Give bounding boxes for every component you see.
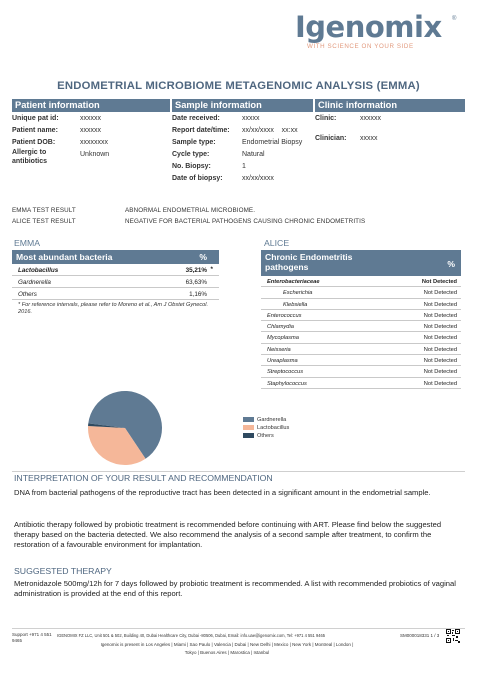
pathogen-name: Enterobacteriaceae — [267, 279, 320, 285]
page-number: 1 / 3 — [430, 633, 440, 638]
table-row — [261, 332, 461, 343]
field-label: Allergic to antibiotics — [12, 149, 48, 165]
field-value: xxxxxx — [80, 115, 101, 122]
pathogen-result: Not Detected — [423, 324, 457, 331]
pathogen-name: Mycoplasma — [267, 335, 299, 342]
legend-swatch — [243, 433, 254, 438]
field-value: xxxxxx — [360, 115, 381, 122]
report-title: ENDOMETRIAL MICROBIOME METAGENOMIC ANALYSIS (EMMA) — [57, 80, 420, 92]
bacteria-pct: 63,63% — [185, 279, 207, 286]
emma-table-header — [12, 250, 219, 264]
clinic-info-block — [315, 113, 465, 153]
pathogen-result: Not Detected — [421, 279, 457, 285]
table-row — [261, 310, 461, 321]
field-value: xx/xx/xxxx xx:xx — [242, 127, 298, 134]
field-value: Unknown — [80, 151, 110, 158]
table-row — [261, 321, 461, 332]
field-label: Clinician: — [315, 135, 347, 142]
footer-divider — [12, 628, 465, 629]
legend-swatch — [243, 417, 254, 422]
field-value: xxxxx — [360, 135, 378, 142]
patient-info-block — [12, 113, 170, 183]
alice-header-label: Chronic Endometritis pathogens — [265, 252, 353, 272]
emma-result-value: ABNORMAL ENDOMETRIAL MICROBIOME. — [125, 207, 256, 214]
emma-header-label: Most abundant bacteria — [16, 252, 113, 262]
footer-presence-2: Tokyo | Buenos Aires | Marostica | Istanbul — [184, 650, 270, 655]
field-label: Sample type: — [172, 139, 216, 146]
pathogen-name: Escherichia — [283, 290, 313, 297]
emma-section-title: EMMA — [14, 238, 41, 248]
bacteria-name: Gardnerella — [18, 279, 51, 286]
table-row — [261, 378, 461, 389]
alice-table-header — [261, 250, 461, 276]
pathogen-name: Staphylococcus — [267, 380, 307, 387]
pathogen-result: Not Detected — [423, 290, 457, 297]
qr-code-icon — [446, 629, 460, 643]
field-label: Report date/time: — [172, 127, 230, 134]
field-label: Unique pat id: — [12, 115, 59, 122]
field-label: No. Biopsy: — [172, 163, 211, 170]
field-value: Natural — [242, 151, 265, 158]
logo-wordmark: Igenomix — [295, 10, 442, 44]
pathogen-result: Not Detected — [423, 380, 457, 387]
sample-info-block — [172, 113, 313, 185]
legend-label: Gardnerella — [257, 417, 287, 423]
bacteria-pct: 35,21% — [185, 267, 207, 274]
interpretation-heading: INTERPRETATION OF YOUR RESULT AND RECOMMENDATION — [14, 473, 273, 483]
alice-header-pct: % — [447, 259, 455, 269]
bacteria-name: Others — [18, 291, 37, 298]
field-label: Clinic: — [315, 115, 337, 122]
pathogen-name: Streptococcus — [267, 369, 304, 376]
legend-item — [243, 424, 289, 432]
pie-legend — [243, 416, 289, 440]
reference-note: * For reference intervals, please refer to Moreno et al., Am J Obstet Gynecol. 2016. — [18, 302, 209, 315]
pathogen-result: Not Detected — [423, 301, 457, 308]
field-value: xxxxxxxx — [80, 139, 108, 146]
legend-item — [243, 432, 289, 440]
legend-label: Others — [257, 433, 274, 439]
table-row — [261, 276, 461, 287]
emma-header-pct: % — [199, 252, 207, 262]
field-value: xxxxxx — [80, 127, 101, 134]
field-value: Endometrial Biopsy — [242, 139, 303, 146]
igenomix-logo — [295, 12, 460, 52]
pathogen-result: Not Detected — [423, 346, 457, 353]
field-label: Cycle type: — [172, 151, 210, 158]
alice-section-title: ALICE — [264, 238, 290, 248]
patient-info-header: Patient information — [12, 99, 170, 112]
footer-address: IGENOMIX FZ LLC, Unit 501 & 502, Building 40, Dubai Healthcare City, Dubai -80506, Dubai, Email: info.uae@igenomix.com, Tel: +971 4 551 9465 — [57, 633, 326, 638]
field-value: 1 — [242, 163, 246, 170]
interpretation-paragraph-1: DNA from bacterial pathogens of the reproductive tract has been detected in a significant amount in the endometrial sample. — [14, 488, 431, 497]
table-row — [261, 355, 461, 366]
table-row — [261, 366, 461, 377]
pathogen-name: Chlamydia — [267, 324, 294, 331]
therapy-heading: SUGGESTED THERAPY — [14, 566, 112, 576]
pathogen-name: Klebsiella — [283, 301, 308, 308]
field-value: xx/xx/xxxx — [242, 175, 274, 182]
legend-label: Lactobacillus — [257, 425, 290, 431]
logo-registered-mark: ® — [452, 16, 457, 22]
clinic-info-header: Clinic information — [315, 99, 465, 112]
footer-presence: Igenomix is present in Los Angeles | Miami | Sao Paulo | Valencia | Dubai | New Delhi | Mexico | New York | Montreal | London | — [100, 642, 354, 647]
field-label: Patient DOB: — [12, 139, 56, 146]
pathogen-result: Not Detected — [423, 358, 457, 365]
pathogen-name: Neisseria — [267, 346, 291, 353]
footer-support: Support +971 4 551 9465 — [12, 632, 52, 643]
pathogen-result: Not Detected — [423, 335, 457, 342]
divider — [12, 471, 465, 472]
pathogen-name: Enterococcus — [267, 312, 302, 319]
bacteria-name: Lactobacillus — [18, 267, 59, 274]
pathogen-result: Not Detected — [423, 312, 457, 319]
table-row — [261, 287, 461, 298]
pathogen-name: Ureaplasma — [267, 358, 298, 365]
emma-table — [12, 264, 219, 300]
logo-tagline: WITH SCIENCE ON YOUR SIDE — [307, 43, 414, 50]
table-row — [12, 276, 219, 288]
therapy-text: Metronidazole 500mg/12h for 7 days followed by probiotic treatment is recommended. A list with recommended probiotics of vaginal administration is provided at the end of this report. — [14, 579, 456, 598]
table-row — [12, 264, 219, 276]
field-label: Date of biopsy: — [172, 175, 223, 182]
legend-item — [243, 416, 289, 424]
pathogen-result: Not Detected — [423, 369, 457, 376]
interpretation-paragraph-2: Antibiotic therapy followed by probiotic treatment is recommended before continuing with ART. Please find below the suggested therapy based on the bacteria detected. We also recommend the analysis of a second sample after treatment, to confirm the restoration of a favourable environment for implantation. — [14, 520, 442, 549]
field-label: Date received: — [172, 115, 220, 122]
alice-result-label: ALICE TEST RESULT — [12, 218, 76, 225]
alice-table — [261, 276, 461, 389]
bacteria-pct: 1,16% — [189, 291, 207, 298]
alice-result-value: NEGATIVE FOR BACTERIAL PATHOGENS CAUSING CHRONIC ENDOMETRITIS — [125, 218, 366, 225]
legend-swatch — [243, 425, 254, 430]
table-row — [12, 288, 219, 300]
doc-id: SM000018331 — [400, 633, 430, 638]
bacteria-pie-chart — [85, 388, 170, 468]
field-label: Patient name: — [12, 127, 58, 134]
table-row — [261, 344, 461, 355]
table-row — [261, 299, 461, 310]
emma-result-label: EMMA TEST RESULT — [12, 207, 76, 214]
footer-doc-id — [400, 633, 439, 638]
sample-info-header: Sample information — [172, 99, 313, 112]
reference-mark: * — [210, 266, 213, 273]
field-value: xxxxx — [242, 115, 260, 122]
